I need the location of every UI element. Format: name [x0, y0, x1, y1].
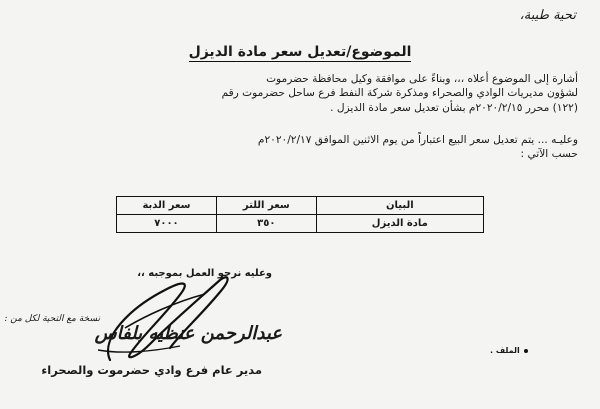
header-price-per-jerrycan: سعر الدبة: [117, 197, 217, 215]
bullet-icon: [524, 349, 528, 353]
paragraph-line: لشؤون مديريات الوادي والصحراء ومذكرة شركة النفط فرع ساحل حضرموت رقم: [221, 87, 578, 100]
subject-heading: [0, 44, 600, 60]
paragraph-line: (١٢٢) محرر ٢٠٢٠/٢/١٥م بشأن تعديل سعر مادة الديزل .: [330, 101, 578, 114]
signatory-title-line: مدير عام فرع وادي حضرموت والصحراء: [41, 363, 262, 377]
file-label: الملف .: [490, 346, 520, 355]
paragraph-line: حسب الآتي :: [520, 148, 578, 161]
signature-scribble: [70, 268, 320, 368]
price-table: [116, 196, 484, 233]
header-item: البيان: [316, 197, 483, 215]
cell-price-per-jerrycan: ٧٠٠٠: [117, 215, 217, 233]
greeting: تحية طيبة،: [519, 8, 576, 23]
body-paragraph-2: [18, 133, 578, 162]
signatory-name: عبدالرحمن عنظيه بلفاس: [94, 323, 282, 344]
subject-text: الموضوع/تعديل سعر مادة الديزل: [188, 44, 412, 60]
paragraph-line: وعليـه ... يتم تعديل سعر البيع اعتباراً من يوم الاثنين الموافق ٢٠٢٠/٢/١٧م: [257, 134, 578, 146]
table-row: [117, 215, 484, 233]
signatory-title: [41, 362, 262, 379]
cell-price-per-liter: ٣٥٠: [216, 215, 316, 233]
paragraph-line: أشارة إلى الموضوع أعلاه ،،، وبناءً على موافقة وكيل محافظة حضرموت: [266, 73, 578, 85]
file-note: [490, 346, 528, 355]
header-price-per-liter: سعر اللتر: [216, 197, 316, 215]
body-paragraph-1: [18, 72, 578, 115]
copy-to-note: نسخة مع التحية لكل من :: [4, 314, 100, 324]
cell-item: مادة الديزل: [316, 215, 483, 233]
table-header-row: [117, 197, 484, 215]
closing-line: وعليه نرجو العمل بموجبه ،،: [137, 268, 272, 279]
